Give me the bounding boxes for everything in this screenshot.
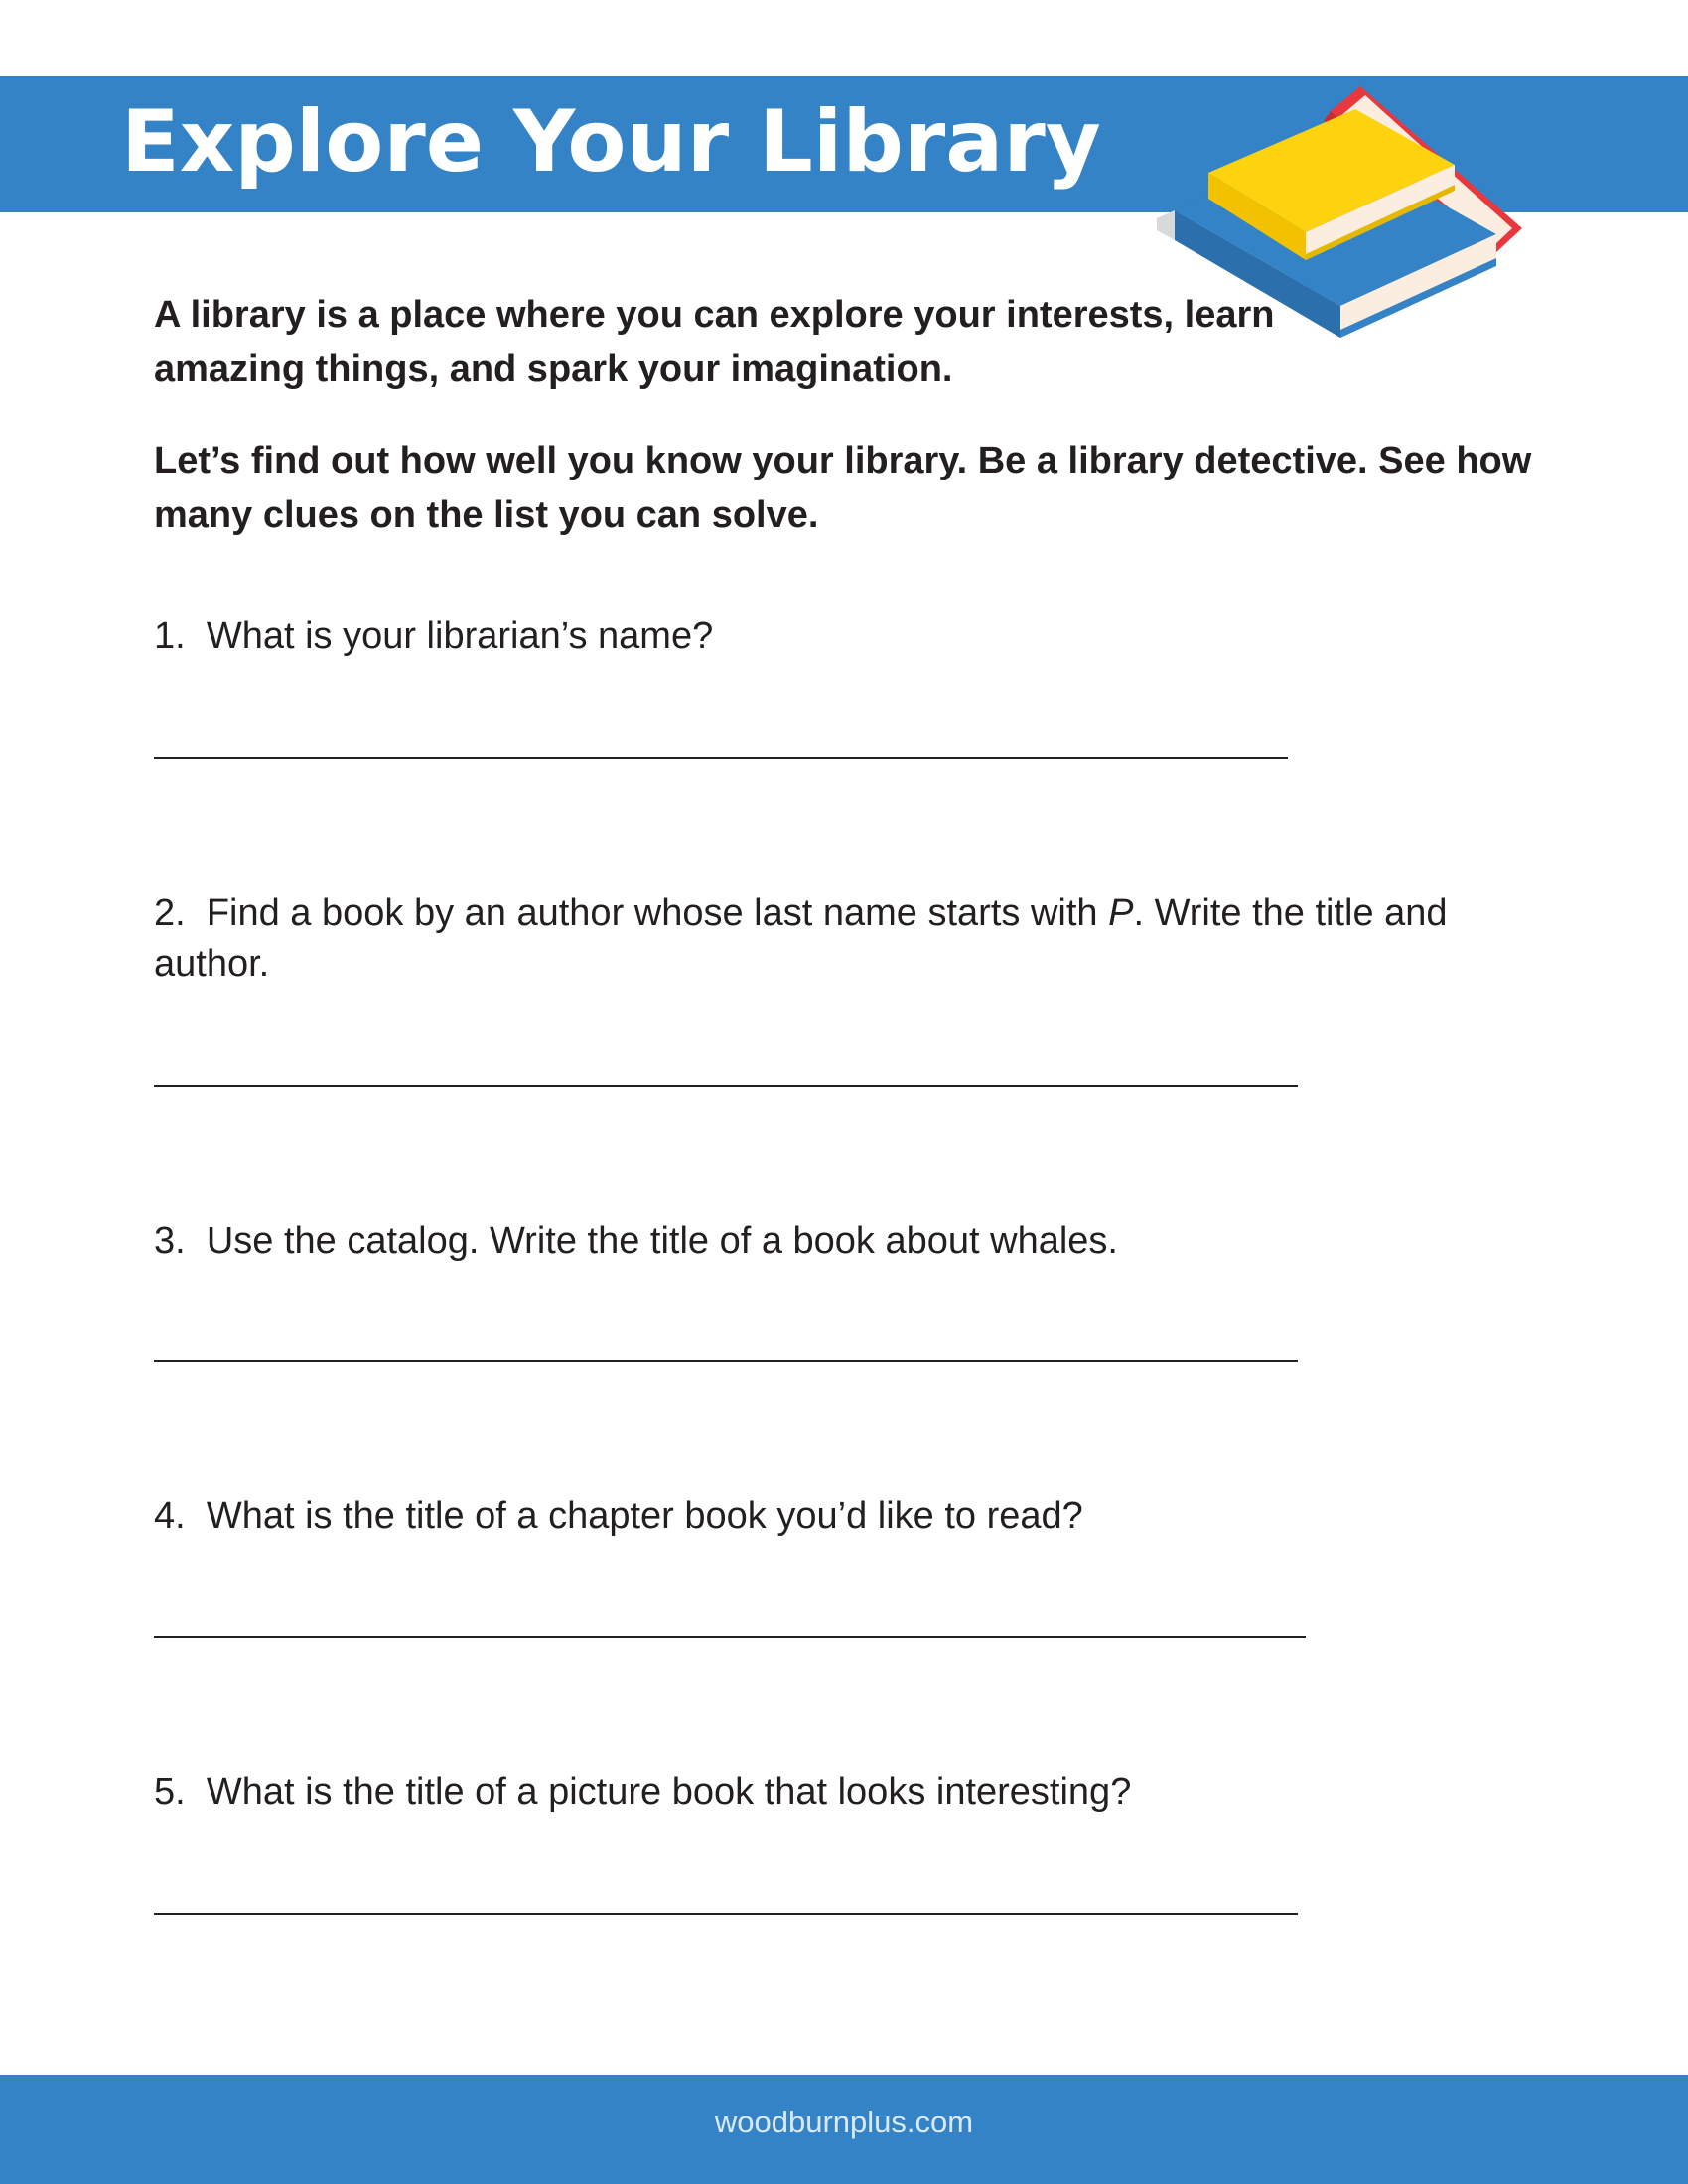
footer-website-link[interactable]: woodburnplus.com bbox=[714, 2105, 974, 2139]
question-text: Use the catalog. Write the title of a book about whales. bbox=[206, 1220, 1118, 1262]
question-text: What is the title of a picture book that looks interesting? bbox=[206, 1771, 1132, 1813]
question-text: What is the title of a chapter book you’d like to read? bbox=[206, 1495, 1083, 1537]
question-number: 4. bbox=[154, 1495, 186, 1537]
question-text-after: . Write the title and author. bbox=[154, 892, 1448, 985]
answer-line-3[interactable] bbox=[154, 1360, 1298, 1362]
intro-paragraph-2: Let’s find out how well you know your library. Be a library detective. See how many clues on the list you can solve. bbox=[154, 440, 1532, 536]
question-4 bbox=[154, 1491, 1544, 1541]
question-text: What is your librarian’s name? bbox=[206, 615, 714, 657]
question-italic-letter: P bbox=[1108, 892, 1134, 934]
question-1 bbox=[154, 612, 1544, 661]
answer-line-1[interactable] bbox=[154, 757, 1288, 759]
question-5 bbox=[154, 1767, 1544, 1817]
answer-line-2[interactable] bbox=[154, 1085, 1298, 1087]
question-text: Find a book by an author whose last name starts with bbox=[206, 892, 1098, 934]
intro-paragraph-1: A library is a place where you can explore your interests, learn amazing things, and spark your imagination. bbox=[154, 294, 1275, 390]
question-3 bbox=[154, 1216, 1544, 1266]
question-number: 2. bbox=[154, 892, 186, 934]
page-title: Explore Your Library bbox=[121, 92, 1101, 192]
answer-line-5[interactable] bbox=[154, 1913, 1298, 1915]
question-number: 5. bbox=[154, 1771, 186, 1813]
question-number: 1. bbox=[154, 615, 186, 657]
question-2 bbox=[154, 888, 1544, 990]
question-number: 3. bbox=[154, 1220, 186, 1262]
answer-line-4[interactable] bbox=[154, 1636, 1306, 1638]
